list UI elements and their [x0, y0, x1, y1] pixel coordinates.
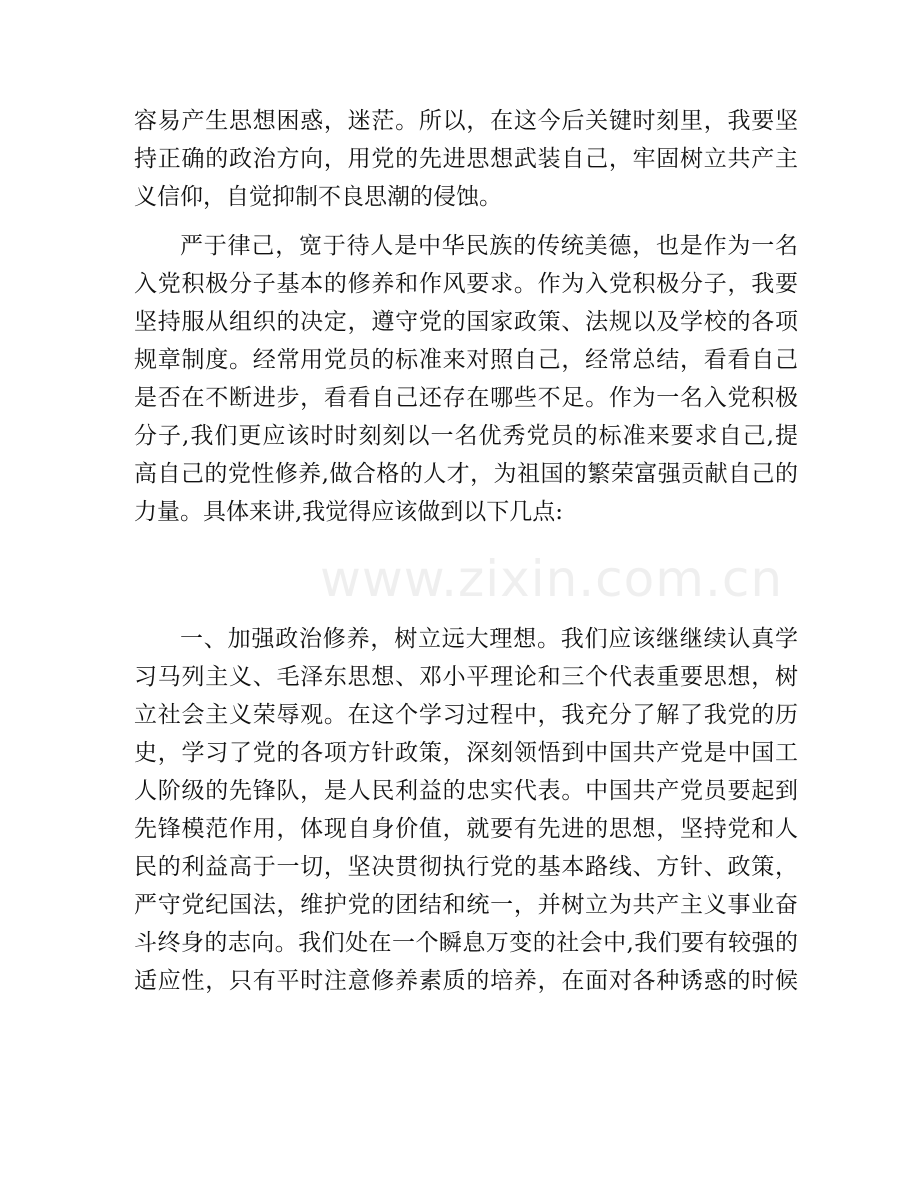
text-line: 持正确的政治方向，用党的先进思想武装自己，牢固树立共产主: [134, 146, 798, 172]
text-line: 高自己的党性修养,做合格的人才，为祖国的繁荣富强贡献自己的: [134, 461, 798, 487]
text-line: 容易产生思想困惑，迷茫。所以，在这今后关键时刻里，我要坚: [134, 108, 798, 134]
paragraph: [134, 227, 798, 531]
text-line: 斗终身的志向。我们处在一个瞬息万变的社会中,我们要有较强的: [134, 930, 798, 956]
text-line: 史，学习了党的各项方针政策，深刻领悟到中国共产党是中国工: [134, 740, 798, 766]
text-line: 人阶级的先锋队，是人民利益的忠实代表。中国共产党员要起到: [134, 778, 798, 804]
text-line: 习马列主义、毛泽东思想、邓小平理论和三个代表重要思想，树: [134, 664, 798, 690]
text-line: 分子,我们更应该时时刻刻以一名优秀党员的标准来要求自己,提: [134, 423, 798, 449]
text-line: 义信仰，自觉抑制不良思潮的侵蚀。: [134, 184, 502, 210]
text-line: 是否在不断进步，看看自己还存在哪些不足。作为一名入党积极: [134, 385, 798, 411]
text-line: 先锋模范作用，体现自身价值，就要有先进的思想，坚持党和人: [134, 816, 798, 842]
text-line: 力量。具体来讲,我觉得应该做到以下几点:: [134, 499, 564, 525]
paragraph: [134, 620, 798, 1000]
text-line: 严于律己，宽于待人是中华民族的传统美德，也是作为一名: [180, 233, 798, 259]
text-line: 民的利益高于一切，坚决贯彻执行党的基本路线、方针、政策，: [134, 854, 798, 880]
text-line: 规章制度。经常用党员的标准来对照自己，经常总结，看看自己: [134, 347, 798, 373]
text-line: 入党积极分子基本的修养和作风要求。作为入党积极分子，我要: [134, 271, 798, 297]
watermark: www.zixin.com.cn: [320, 550, 784, 608]
text-line: 坚持服从组织的决定，遵守党的国家政策、法规以及学校的各项: [134, 309, 798, 335]
text-line: 适应性，只有平时注意修养素质的培养，在面对各种诱惑的时候: [134, 968, 798, 994]
text-line: 立社会主义荣辱观。在这个学习过程中，我充分了解了我党的历: [134, 702, 798, 728]
text-line: 一、加强政治修养，树立远大理想。我们应该继继续认真学: [180, 626, 798, 652]
paragraph: [134, 102, 798, 216]
text-line: 严守党纪国法，维护党的团结和统一，并树立为共产主义事业奋: [134, 892, 798, 918]
